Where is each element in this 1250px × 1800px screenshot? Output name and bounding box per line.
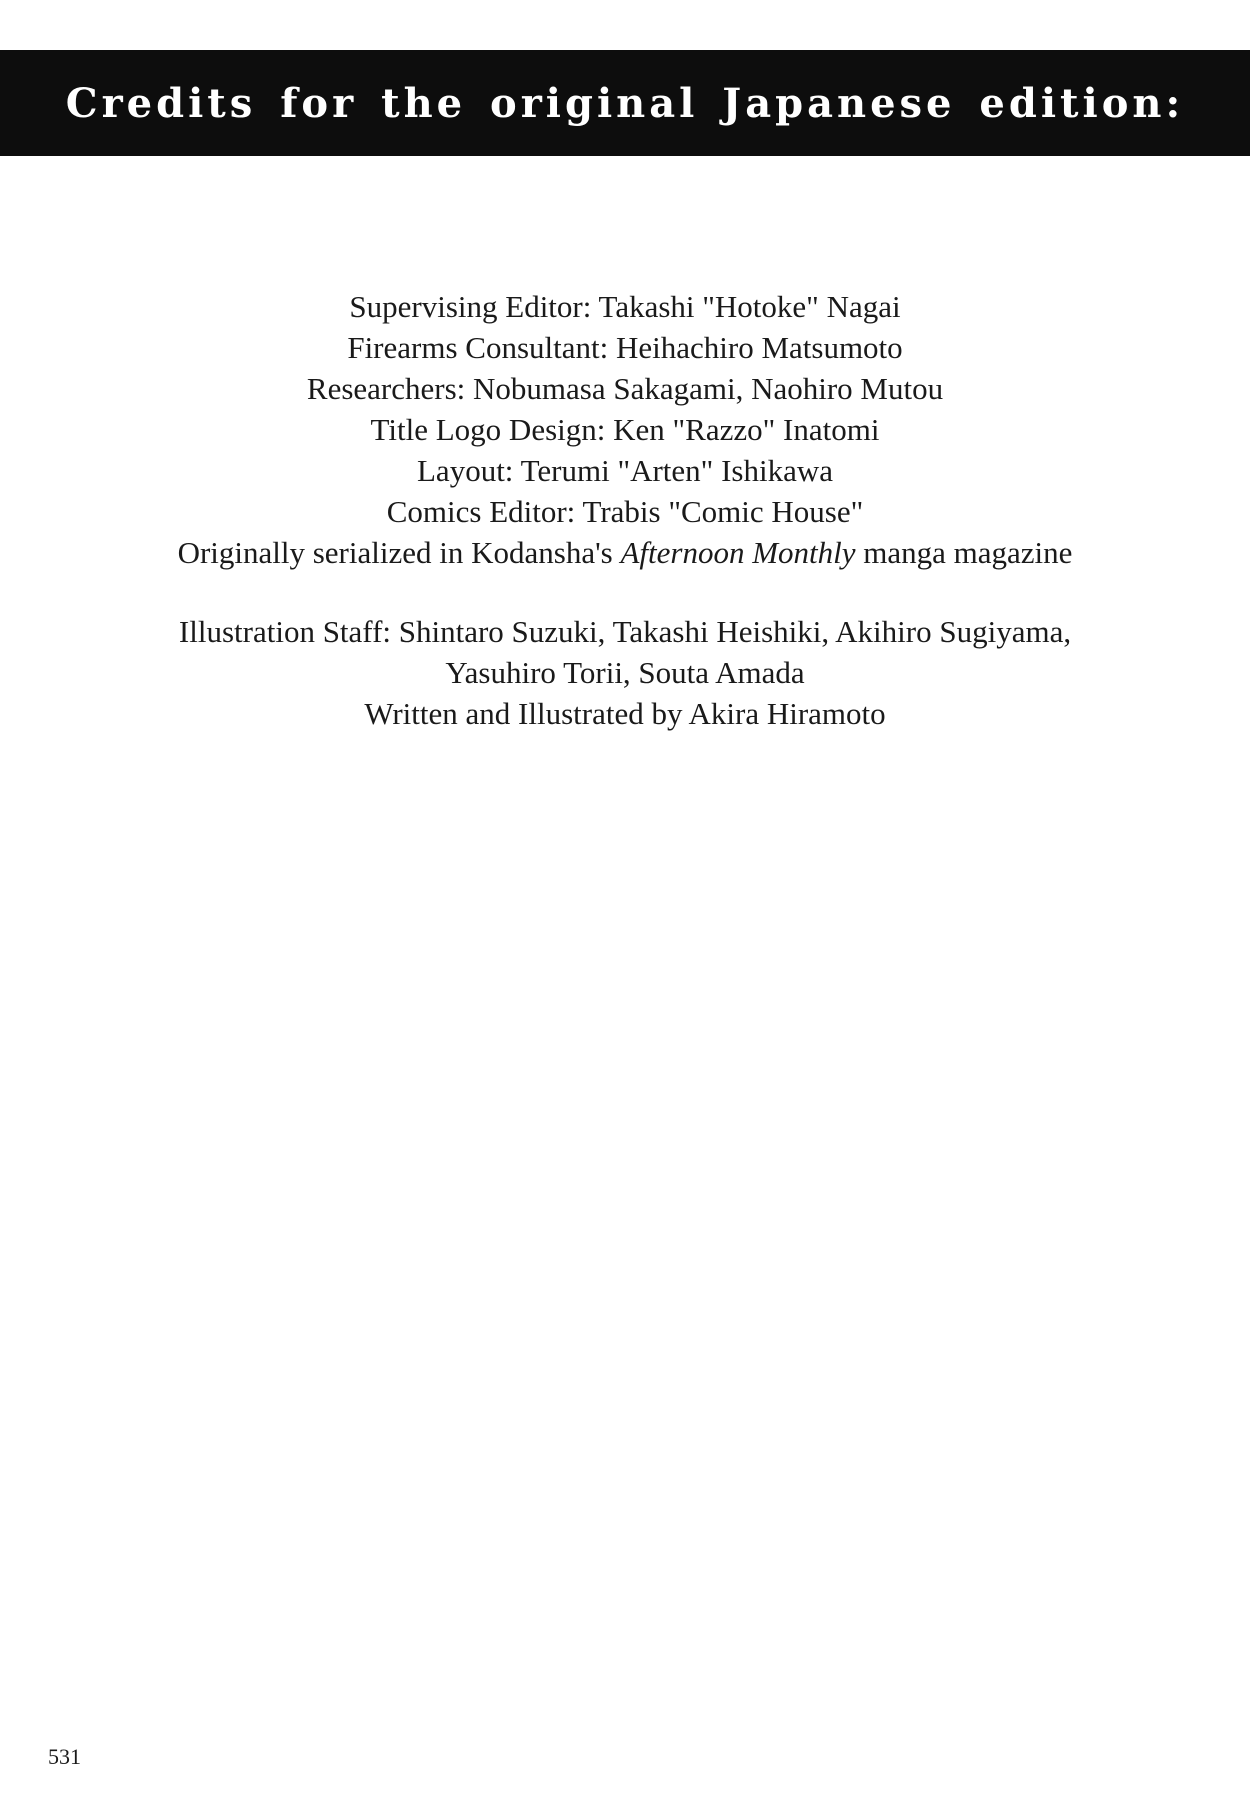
section-gap xyxy=(0,573,1250,611)
credit-author: Written and Illustrated by Akira Hiramoto xyxy=(364,696,886,731)
serialization-prefix: Originally serialized in Kodansha's xyxy=(177,535,621,570)
credit-firearms-consultant: Firearms Consultant: Heihachiro Matsumoto xyxy=(347,330,903,365)
credits-block xyxy=(0,286,1250,734)
credit-serialization xyxy=(0,532,1250,573)
credit-supervising-editor: Supervising Editor: Takashi "Hotoke" Nagai xyxy=(349,289,901,324)
serialization-suffix: manga magazine xyxy=(855,535,1073,570)
credit-illustration-staff: Illustration Staff: Shintaro Suzuki, Takashi Heishiki, Akihiro Sugiyama, xyxy=(178,614,1072,649)
credit-comics-editor: Comics Editor: Trabis "Comic House" xyxy=(386,494,864,529)
credit-illustration-staff-cont: Yasuhiro Torii, Souta Amada xyxy=(445,655,805,690)
credit-title-logo-design: Title Logo Design: Ken "Razzo" Inatomi xyxy=(370,412,880,447)
credit-layout: Layout: Terumi "Arten" Ishikawa xyxy=(417,453,833,488)
magazine-title: Afternoon Monthly xyxy=(620,535,856,570)
page-title: Credits for the original Japanese edition: xyxy=(65,79,1185,127)
credit-researchers: Researchers: Nobumasa Sakagami, Naohiro Mutou xyxy=(306,371,944,406)
page-number: 531 xyxy=(48,1744,81,1769)
header-bar xyxy=(0,50,1250,156)
